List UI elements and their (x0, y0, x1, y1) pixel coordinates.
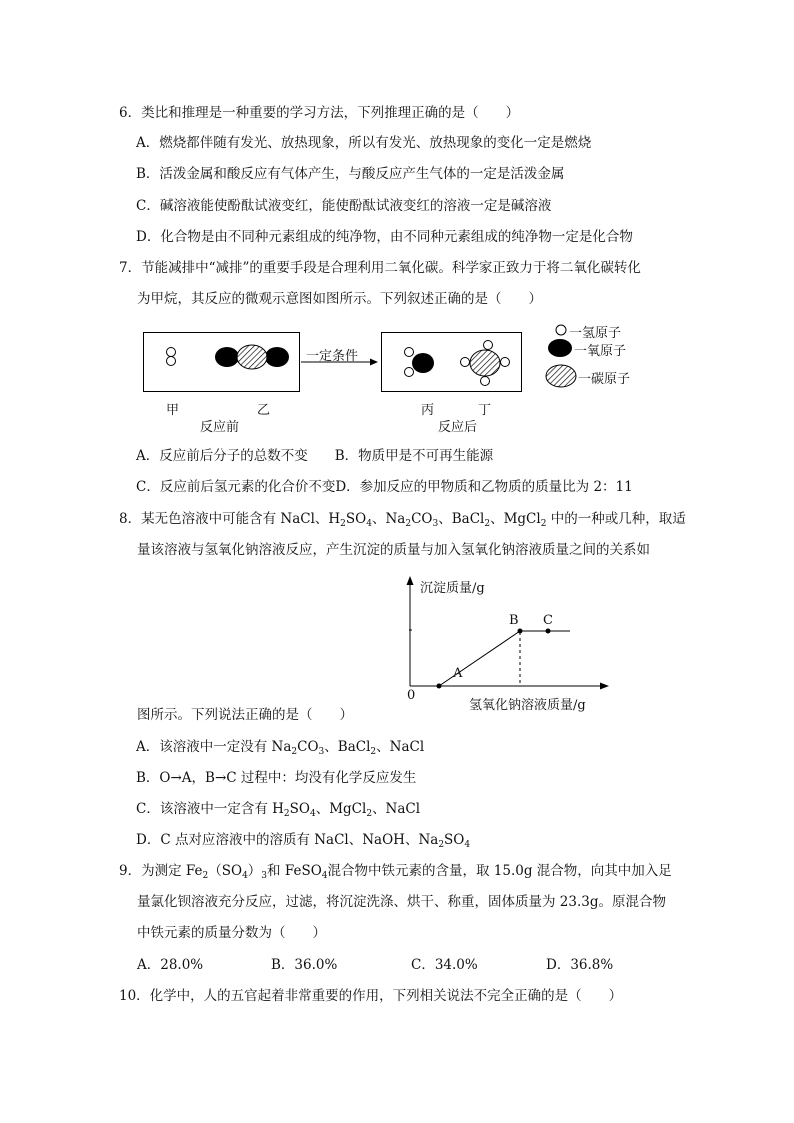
q8-stem-line2: 量该溶液与氢氧化钠溶液反应，产生沉淀的质量与加入氢氧化钠溶液质量之间的关系如 (137, 542, 650, 558)
q6-option-b: B．活泼金属和酸反应有气体产生，与酸反应产生气体的一定是活泼金属 (136, 166, 565, 182)
q8-option-c: C．该溶液中一定含有 $H_2SO_4$、MgCl$_2$、NaCl (136, 801, 421, 819)
label-before-reaction: 反应前 (200, 420, 240, 435)
label-after-reaction: 反应后 (438, 420, 478, 435)
label-yi: 乙 (257, 403, 271, 418)
q9-option-a: A．28.0% (137, 957, 204, 973)
reaction-condition-label: 一定条件 (306, 349, 359, 364)
label-bing: 丙 (421, 403, 435, 418)
q9-option-d: D．36.8% (546, 957, 614, 973)
q9-stem-line3: 中铁元素的质量分数为（ ） (137, 925, 326, 941)
legend-oxygen-label: 一氧原子 (574, 344, 627, 359)
q9-stem-line1: 9．为测定 $Fe_2(SO_4)_3$和 FeSO$_4$混合物中铁元素的含量，取 15.0g 混合物，向其中加入足 (119, 863, 672, 881)
q8-option-d: D．C 点对应溶液中的溶质有 NaCl、NaOH、$Na_2SO_4$ (136, 832, 471, 850)
q7-options-cd: C．反应前后氢元素的化合价不变D．参加反应的甲物质和乙物质的质量比为 2：11 (136, 479, 633, 495)
chart-point-b-label: B (509, 613, 519, 628)
chart-point-a-label: A (453, 666, 463, 681)
q9-stem-line2: 量氯化钡溶液充分反应，过滤，将沉淀洗涤、烘干、称重，固体质量为 23.3g。原混合物 (137, 894, 666, 910)
q6-option-c: C．碱溶液能使酚酞试液变红，能使酚酞试液变红的溶液一定是碱溶液 (136, 198, 552, 214)
q7-options-ab: A．反应前后分子的总数不变 B．物质甲是不可再生能源 (136, 448, 494, 464)
q8-stem-line1: 8．某无色溶液中可能含有 NaCl、$H_2SO_4$、$Na_2CO_3$、BaCl$_2$、MgCl$_2$ 中的一种或几种，取适 (119, 511, 686, 529)
q9-option-c: C．34.0% (411, 957, 478, 973)
chart-origin: 0 (407, 688, 416, 703)
chart-y-label: 沉淀质量/g (420, 581, 485, 596)
q9-option-b: B．36.0% (271, 957, 338, 973)
q8-option-b: B．O→A，B→C 过程中：均没有化学反应发生 (136, 770, 417, 786)
point-a (437, 684, 442, 689)
legend-hydrogen-label: 一氢原子 (569, 326, 622, 341)
q6-option-a: A．燃烧都伴随有发光、放热现象，所以有发光、放热现象的变化一定是燃烧 (136, 135, 592, 151)
legend-carbon-label: 一碳原子 (578, 372, 631, 387)
point-b (518, 629, 523, 634)
y-axis-arrow (407, 576, 414, 585)
q8-option-a: A．该溶液中一定没有 $Na_2CO_3$、BaCl$_2$、NaCl (136, 739, 425, 757)
q7-stem-line2: 为甲烷，其反应的微观示意图如图所示。下列叙述正确的是（ ） (137, 291, 542, 307)
rising-segment (439, 631, 520, 686)
q6-option-d: D．化合物是由不同种元素组成的纯净物，由不同种元素组成的纯净物一定是化合物 (136, 229, 633, 245)
q8-stem-line3: 图所示。下列说法正确的是（ ） (137, 707, 353, 723)
label-jia: 甲 (166, 403, 180, 418)
q10-stem: 10．化学中，人的五官起着非常重要的作用，下列相关说法不完全正确的是（ ） (119, 988, 623, 1004)
chart-point-c-label: C (543, 613, 553, 628)
label-ding: 丁 (478, 403, 492, 418)
q6-stem: 6．类比和推理是一种重要的学习方法，下列推理正确的是（ ） (119, 105, 520, 121)
q7-stem-line1: 7．节能减排中“减排”的重要手段是合理利用二氧化碳。科学家正致力于将二氧化碳转化 (119, 260, 641, 276)
chart-x-label: 氢氧化钠溶液质量/g (469, 698, 586, 713)
x-axis-arrow (600, 683, 609, 690)
point-c (546, 629, 551, 634)
